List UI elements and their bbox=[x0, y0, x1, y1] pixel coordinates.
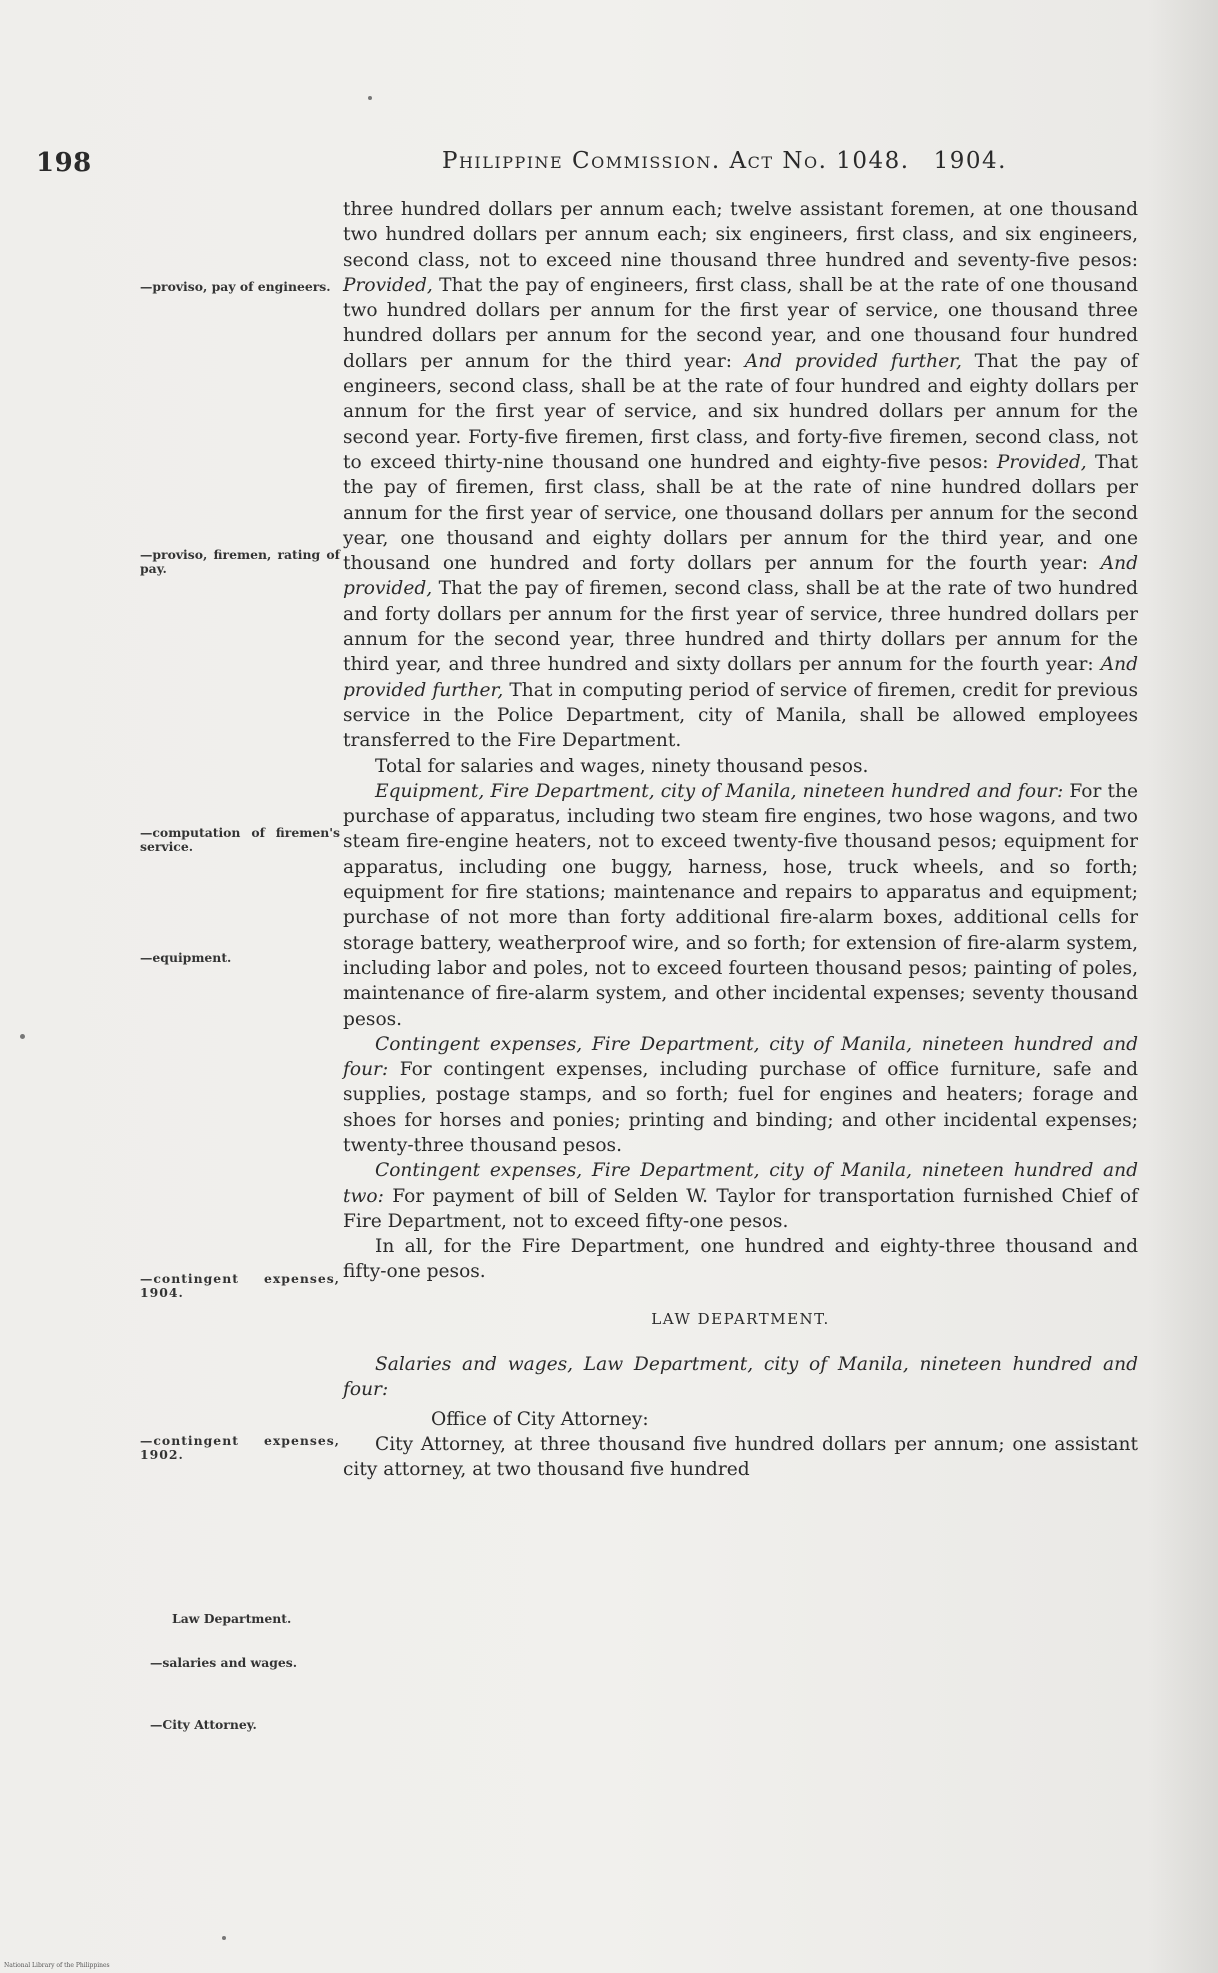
proviso-label: And provided further, bbox=[744, 350, 962, 372]
text-run: For payment of bill of Selden W. Taylor for transportation furnished Chief of Fire Department, not to exceed fifty-one pesos. bbox=[343, 1185, 1138, 1232]
paragraph-contingent-1904 bbox=[343, 1032, 1138, 1158]
text-run: That the pay of firemen, second class, shall be at the rate of two hundred and forty dollars per annum for the first year of service, three hundred dollars per annum for the second year, three hundred and thirty dollars per annum for the third year, and three hundred and sixty dollars per annum for the fourth year: bbox=[343, 578, 1138, 676]
proviso-label: And provided, bbox=[343, 553, 1138, 600]
print-speck bbox=[368, 96, 372, 100]
print-speck bbox=[222, 1936, 226, 1940]
item-heading: Contingent expenses, Fire Department, city of Manila, nineteen hundred and four: bbox=[343, 1033, 1138, 1081]
paragraph-office-city-attorney: Office of City Attorney: bbox=[431, 1408, 649, 1430]
item-heading: Contingent expenses, Fire Department, city of Manila, nineteen hundred and two: bbox=[343, 1160, 1138, 1207]
item-heading: Equipment, Fire Department, city of Manila, nineteen hundred and four: bbox=[375, 780, 1064, 802]
paragraph-total-salaries: Total for salaries and wages, ninety thousand pesos. bbox=[375, 755, 869, 777]
margin-note-contingent-1902: —contingent expenses, 1902. bbox=[140, 1433, 340, 1462]
text-run: That the pay of engineers, first class, shall be at the rate of one thousand two hundred dollars per annum for the first year of service, one thousand three hundred dollars per annum for the second year, and one thousand four hundred dollars per annum for the third year: bbox=[343, 274, 1138, 372]
paragraph-contingent-1902 bbox=[343, 1158, 1138, 1234]
running-head bbox=[442, 148, 1007, 174]
text-run: That the pay of engineers, second class, shall be at the rate of four hundred and eighty dollars per annum for the first year of service, and six hundred dollars per annum for the second year. Forty-five firemen, first class, and forty-five firemen, second class, not to exceed thirty-nine thousand one hundred and eighty-five pesos: bbox=[343, 350, 1138, 473]
section-heading-law-department: LAW DEPARTMENT. bbox=[651, 1309, 830, 1328]
paragraph-fire-department-total: In all, for the Fire Department, one hundred and eighty-three thousand and fifty-one pesos. bbox=[343, 1236, 1138, 1283]
text-run: three hundred dollars per annum each; twelve assistant foremen, at one thousand two hundred dollars per annum each; six engineers, first class, and six engineers, second class, not to exceed nine thousand three hundred and seventy-five pesos: bbox=[343, 199, 1138, 271]
margin-note-law-department: Law Department. bbox=[172, 1611, 292, 1626]
proviso-label: Provided, bbox=[343, 274, 433, 296]
page-number: 198 bbox=[36, 148, 92, 178]
text-run: For the purchase of apparatus, including two steam fire engines, two hose wagons, and two steam fire-engine heaters, not to exceed twenty-five thousand pesos; equipment for apparatus, including one buggy, harness, hose, truck wheels, and so forth; equipment for fire stations; maintenance and repairs to apparatus and equipment; purchase of not more than forty additional fire-alarm boxes, additional cells for storage battery, weatherproof wire, and so forth; for extension of fire-alarm system, including labor and poles, not to exceed fourteen thousand pesos; painting of poles, maintenance of fire-alarm system, and other incidental expenses; seventy thousand pesos. bbox=[343, 780, 1138, 1030]
running-head-year: 1904. bbox=[933, 148, 1007, 174]
running-head-title: Philippine Commission. Act No. 1048. bbox=[442, 148, 910, 174]
text-run: For contingent expenses, including purchase of office furniture, safe and supplies, postage stamps, and so forth; fuel for engines and heaters; forage and shoes for horses and ponies; printing and binding; and other incidental expenses; twenty-three thousand pesos. bbox=[343, 1059, 1138, 1156]
margin-note-proviso-firemen: —proviso, firemen, rating of pay. bbox=[140, 547, 340, 576]
item-heading: Salaries and wages, Law Department, city of Manila, nineteen hundred and four: bbox=[343, 1354, 1138, 1401]
page-edge-shading bbox=[1148, 0, 1218, 1973]
text-run: That in computing period of service of firemen, credit for previous service in the Police Department, city of Manila, shall be allowed employees transferred to the Fire Department. bbox=[343, 679, 1138, 752]
paragraph-equipment bbox=[343, 779, 1138, 1032]
text-run: That the pay of firemen, first class, shall be at the rate of nine hundred dollars per annum for the first year of service, one thousand dollars per annum for the second year, one thousand and eighty dollars per annum for the third year, and one thousand one hundred and forty dollars per annum for the fourth year: bbox=[343, 451, 1138, 575]
body-text bbox=[343, 197, 1138, 1483]
margin-note-contingent-1904: —contingent expenses, 1904. bbox=[140, 1271, 340, 1300]
footer-credit: National Library of the Philippines bbox=[4, 1962, 110, 1969]
proviso-label: And provided further, bbox=[343, 654, 1138, 701]
margin-note-proviso-engineers: —proviso, pay of engineers. bbox=[140, 279, 331, 294]
paragraph-salaries-continued bbox=[343, 197, 1138, 754]
proviso-label: Provided, bbox=[996, 451, 1087, 473]
paragraph-law-salaries bbox=[343, 1352, 1138, 1403]
margin-note-salaries-wages: —salaries and wages. bbox=[150, 1655, 298, 1670]
print-speck bbox=[20, 1034, 25, 1039]
margin-note-equipment: —equipment. bbox=[140, 950, 232, 965]
margin-note-city-attorney: —City Attorney. bbox=[150, 1717, 257, 1732]
paragraph-city-attorney: City Attorney, at three thousand five hundred dollars per annum; one assistant city attorney, at two thousand five hundred bbox=[343, 1433, 1138, 1481]
margin-note-computation: —computation of firemen's service. bbox=[140, 825, 340, 854]
